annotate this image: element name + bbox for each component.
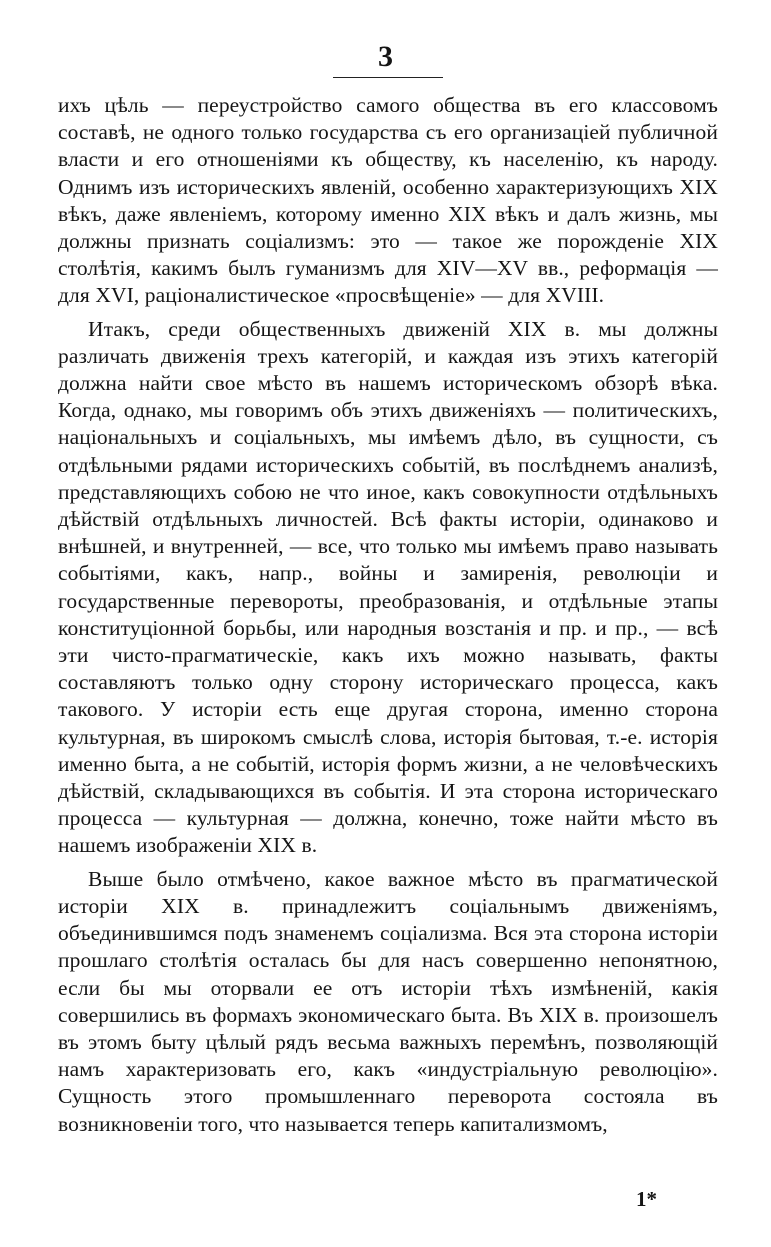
paragraph-1: ихъ цѣль — переустройство самого общества въ его классовомъ составѣ, не одного только государства съ его организаціей публичной власти и его отношеніями къ обществу, къ населенію, къ народу. Однимъ изъ историческихъ явленій, особенно характеризующихъ XIX вѣкъ, даже явленіемъ, которому именно XIX вѣкъ и далъ жизнь, мы должны признать соціализмъ: это — такое же порожденіе XIX столѣтія, какимъ былъ гуманизмъ для XIV—XV вв., реформація — для XVI, раціоналистическое «просвѣщеніе» — для XVIII. bbox=[58, 93, 718, 308]
body-text bbox=[58, 92, 718, 1138]
header-rule bbox=[333, 77, 443, 78]
paragraph-3: Выше было отмѣчено, какое важное мѣсто въ прагматической исторіи XIX в. принадлежитъ соціальнымъ движеніямъ, объединившимся подъ знаменемъ соціализма. Вся эта сторона исторіи прошлаго столѣтія осталась бы для насъ совершенно непонятною, если бы мы оторвали ее отъ исторіи тѣхъ измѣненій, какія совершились въ формахъ экономическаго быта. Въ XIX в. произошелъ въ этомъ быту цѣлый рядъ весьма важныхъ перемѣнъ, позволяющій намъ характеризовать его, какъ «индустріальную революцію». Сущность этого промышленнаго переворота состояла въ возникновеніи того, что называется теперь капитализмомъ, bbox=[58, 866, 718, 1136]
page-number: 3 bbox=[378, 40, 393, 73]
paragraph-2: Итакъ, среди общественныхъ движеній XIX в. мы должны различать движенія трехъ категорій, и каждая изъ этихъ категорій должна найти свое мѣсто въ нашемъ историческомъ обзорѣ вѣка. Когда, однако, мы говоримъ объ этихъ движеніяхъ — политическихъ, національныхъ и соціальныхъ, мы имѣемъ дѣло, въ сущности, съ отдѣльными рядами историческихъ событій, въ послѣднемъ анализѣ, представляющихъ собою не что иное, какъ совокупности отдѣльныхъ дѣйствій отдѣльныхъ личностей. Всѣ факты исторіи, одинаково и внѣшней, и внутренней, — все, что только мы имѣемъ право называть событіями, какъ, напр., войны и замиренія, революціи и государственные перевороты, преобразованія, и отдѣльные этапы конституціонной борьбы, или народныя возстанія и пр. и пр., — всѣ эти чисто-прагматическіе, какъ ихъ можно называть, факты составляютъ только одну сторону историческаго процесса, какъ такового. У исторіи есть еще другая сторона, именно сторона культурная, въ широкомъ смыслѣ слова, исторія бытовая, т.-е. исторія именно быта, а не событій, исторія формъ жизни, а не человѣческихъ дѣйствій, складывающихся въ событія. И эта сторона историческаго процесса — культурная — должна, конечно, тоже найти мѣсто въ нашемъ изображеніи XIX в. bbox=[58, 316, 718, 858]
printer-signature-mark: 1* bbox=[636, 1187, 657, 1211]
